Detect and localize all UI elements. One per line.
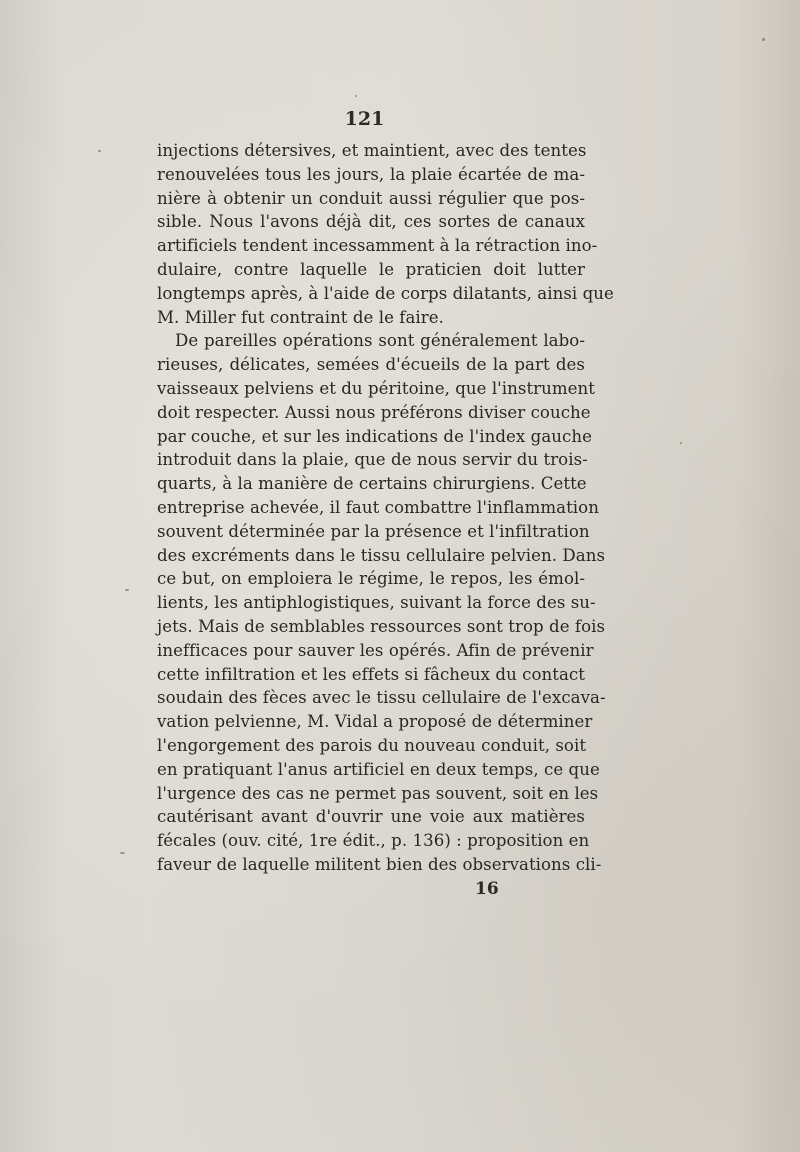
text-line: des excréments dans le tissu cellulaire pelvien. Dans: [157, 545, 606, 565]
paper-speck: [680, 442, 682, 444]
paper-speck: [355, 95, 357, 97]
text-line: soudain des fèces avec le tissu cellulaire de l'excava-: [157, 688, 606, 708]
text-line: cette infiltration et les effets si fâcheux du contact: [157, 664, 585, 684]
text-line: vation pelvienne, M. Vidal a proposé de déterminer: [157, 712, 593, 732]
text-line: cautérisant avant d'ouvrir une voie aux matières: [157, 807, 585, 827]
text-line: De pareilles opérations sont généralement labo-: [175, 331, 585, 351]
text-line: l'urgence des cas ne permet pas souvent, soit en les: [157, 783, 599, 803]
text-line: fécales (ouv. cité, 1re édit., p. 136) : proposition en: [157, 831, 590, 851]
text-line: jets. Mais de semblables ressources sont trop de fois: [157, 616, 606, 636]
text-line: injections détersives, et maintient, avec des tentes: [157, 141, 587, 160]
text-line: longtemps après, à l'aide de corps dilatants, ainsi que: [157, 283, 614, 303]
text-line: lients, les antiphlogistiques, suivant la force des su-: [157, 593, 596, 613]
text-line: vaisseaux pelviens et du péritoine, que l'instrument: [157, 378, 595, 398]
text-line: introduit dans la plaie, que de nous servir du trois-: [157, 450, 588, 470]
text-line: rieuses, délicates, semées d'écueils de la part des: [157, 355, 585, 375]
page-number: 121: [344, 108, 385, 130]
signature-mark: 16: [475, 879, 499, 899]
text-line: l'engorgement des parois du nouveau conduit, soit: [157, 735, 587, 755]
paper-speck: [125, 589, 129, 591]
text-line: inefficaces pour sauver les opérés. Afin de prévenir: [157, 640, 594, 660]
text-line: renouvelées tous les jours, la plaie écartée de ma-: [157, 164, 585, 184]
paper-speck: [762, 38, 765, 41]
text-line: par couche, et sur les indications de l'index gauche: [157, 426, 592, 446]
text-line: ce but, on emploiera le régime, le repos, les émol-: [157, 569, 585, 589]
text-line: en pratiquant l'anus artificiel en deux temps, ce que: [157, 759, 600, 779]
text-line: nière à obtenir un conduit aussi régulier que pos-: [157, 188, 585, 208]
text-line: dulaire, contre laquelle le praticien doit lutter: [157, 259, 585, 279]
text-line: sible. Nous l'avons déjà dit, ces sortes de canaux: [157, 212, 585, 232]
text-line: doit respecter. Aussi nous préférons diviser couche: [157, 402, 591, 422]
text-line: souvent déterminée par la présence et l'infiltration: [157, 521, 590, 541]
text-line: artificiels tendent incessamment à la rétraction ino-: [157, 236, 598, 256]
text-line: entreprise achevée, il faut combattre l'inflammation: [157, 497, 599, 517]
text-line: faveur de laquelle militent bien des observations cli-: [157, 854, 602, 874]
text-line: M. Miller fut contraint de le faire.: [157, 307, 444, 327]
body-text: [157, 139, 614, 877]
paper-speck: [98, 150, 101, 152]
text-line: quarts, à la manière de certains chirurgiens. Cette: [157, 474, 587, 494]
paper-speck: [120, 852, 125, 854]
